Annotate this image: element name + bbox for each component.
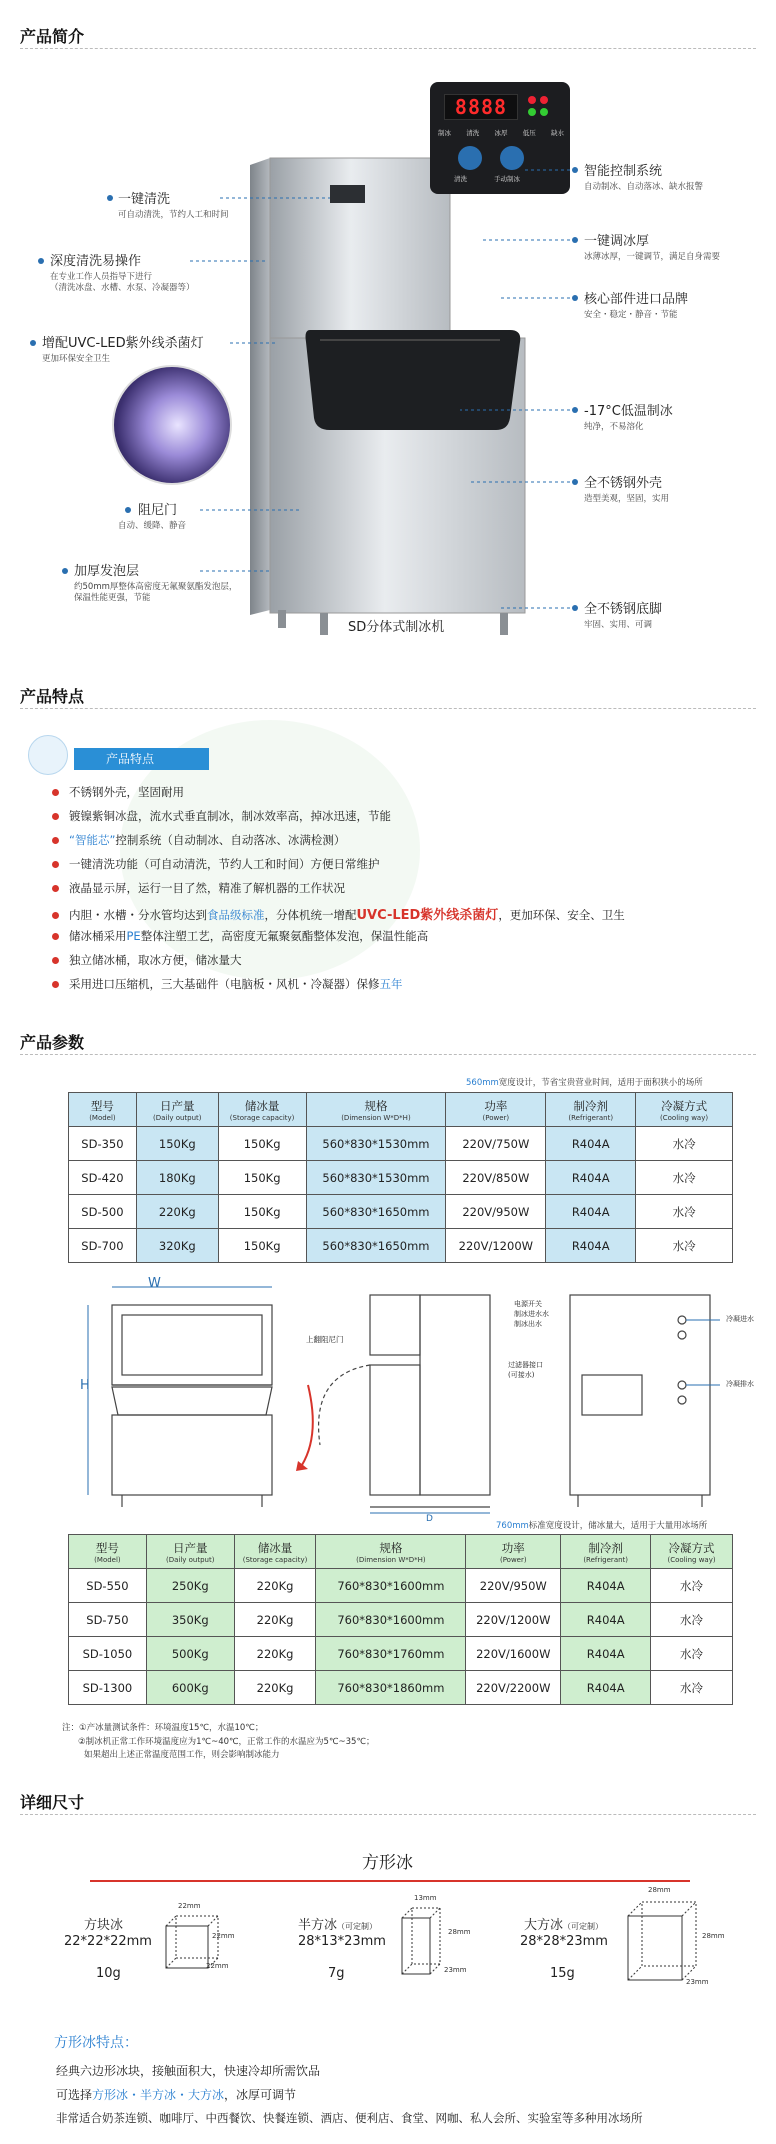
panel-label: 制冰 <box>438 129 451 137</box>
callout-smart-control: 智能控制系统 自动制冰、自动落冰、缺水报警 <box>584 164 704 192</box>
ice-name: 方块冰 <box>84 1918 124 1933</box>
section-divider <box>20 708 756 709</box>
ice-weight: 15g <box>550 1966 575 1981</box>
dim-d: D <box>426 1514 433 1524</box>
col-header: 冷凝方式 (Cooling way) <box>651 1535 733 1569</box>
large-cube-icon <box>622 1896 702 1988</box>
section-divider <box>20 1814 756 1815</box>
col-header: 制冷剂 (Refrigerant) <box>546 1093 636 1127</box>
panel-label: 缺水 <box>551 129 564 137</box>
section-title-intro: 产品简介 <box>20 27 85 46</box>
bullet-icon <box>52 837 59 844</box>
bullet-icon <box>52 957 59 964</box>
footnotes: 注：①产冰量测试条件：环境温度15℃，水温10℃； ②制冰机正常工作环境温度应为1℃~40℃，正常工作的水温应为5℃~35℃； 如果超出上述正常温度范围工作，则会影响制冰能力 <box>62 1723 375 1761</box>
features-badge: 产品特点 <box>74 748 209 770</box>
ice-title: 方形冰 <box>362 1853 413 1873</box>
col-header: 日产量 (Daily output) <box>136 1093 218 1127</box>
feature-item: 一键清洗功能（可自动清洗，节约人工和时间）方便日常维护 <box>52 856 380 872</box>
callout-core-parts: 核心部件进口品牌 安全・稳定・静音・节能 <box>584 292 689 320</box>
bullet-icon <box>52 981 59 988</box>
led-display: 8888 <box>444 94 518 120</box>
col-header: 规格 (Dimension W*D*H) <box>306 1093 446 1127</box>
table2-note: 760mm标准宽度设计，储冰量大，适用于大量用冰场所 <box>496 1521 708 1531</box>
callout-low-temp: -17°C低温制冰 纯净，不易溶化 <box>584 404 673 432</box>
cube-icon <box>160 1912 230 1982</box>
dim-w: W <box>148 1276 161 1291</box>
ice-size: 22*22*22mm <box>64 1934 152 1949</box>
callout-damper-door: 阻尼门 自动、缓降、静音 <box>118 503 187 531</box>
ice-name: 半方冰（可定制） <box>298 1918 378 1933</box>
ice-size: 28*13*23mm <box>298 1934 386 1949</box>
feature-item: “智能芯”控制系统（自动制冰、自动落冰、冰满检测） <box>52 832 345 848</box>
table-row: SD-1300 600Kg 220Kg 760*830*1860mm 220V/2200W R404A 水冷 <box>69 1671 733 1705</box>
mascot-icon <box>28 735 68 775</box>
bullet-icon <box>52 885 59 892</box>
callout-dot <box>572 237 578 243</box>
section-title-sizes: 详细尺寸 <box>20 1793 85 1812</box>
callout-foam-layer: 加厚发泡层 约50mm厚整体高密度无氟聚氨酯发泡层， 保温性能更强，节能 <box>74 564 238 604</box>
callout-dot <box>572 479 578 485</box>
bullet-icon <box>52 813 59 820</box>
section-divider <box>20 1054 756 1055</box>
table-row: SD-350 150Kg 150Kg 560*830*1530mm 220V/750W R404A 水冷 <box>69 1127 733 1161</box>
col-header: 功率 (Power) <box>466 1535 561 1569</box>
col-header: 型号 (Model) <box>69 1093 137 1127</box>
callout-stainless-feet: 全不锈钢底脚 牢固、实用、可调 <box>584 602 663 630</box>
panel-label: 冰厚 <box>494 129 508 137</box>
spec-table-760 <box>68 1534 733 1705</box>
col-header: 型号 (Model) <box>69 1535 147 1569</box>
ice-name: 大方冰（可定制） <box>524 1918 604 1933</box>
col-header: 功率 (Power) <box>446 1093 546 1127</box>
table-row: SD-550 250Kg 220Kg 760*830*1600mm 220V/950W R404A 水冷 <box>69 1569 733 1603</box>
callout-dot <box>572 605 578 611</box>
cold-in-label: 冷凝进水 <box>726 1315 754 1323</box>
table-row: SD-1050 500Kg 220Kg 760*830*1760mm 220V/1600W R404A 水冷 <box>69 1637 733 1671</box>
table1-note: 560mm宽度设计，节省宝贵营业时间，适用于面积狭小的场所 <box>466 1078 703 1088</box>
ice-size: 28*28*23mm <box>520 1934 608 1949</box>
panel-label: 低压 <box>522 129 536 137</box>
callout-deep-clean: 深度清洗易操作 在专业工作人员指导下进行 （清洗冰盘、水槽、水泵、冷凝器等） <box>50 254 195 294</box>
col-header: 冷凝方式 (Cooling way) <box>636 1093 733 1127</box>
technical-drawings <box>70 1275 750 1515</box>
ice-features-title: 方形冰特点： <box>54 2035 138 2051</box>
table-row: SD-420 180Kg 150Kg 560*830*1530mm 220V/850W R404A 水冷 <box>69 1161 733 1195</box>
callout-dot <box>572 295 578 301</box>
callout-dot <box>572 407 578 413</box>
ice-title-underline <box>90 1880 690 1882</box>
feature-item: 内胆・水槽・分水管均达到食品级标准，分体机统一增配UVC-LED紫外线杀菌灯，更加环保、安全、卫生 <box>52 904 625 923</box>
bullet-icon <box>52 933 59 940</box>
section-title-features: 产品特点 <box>20 687 85 706</box>
col-header: 日产量 (Daily output) <box>146 1535 234 1569</box>
feature-item: 不锈钢外壳，坚固耐用 <box>52 784 184 800</box>
callout-ice-thickness: 一键调冰厚 冰薄冰厚，一键调节，满足自身需要 <box>584 234 721 262</box>
feature-item: 液晶显示屏，运行一目了然，精准了解机器的工作状况 <box>52 880 345 896</box>
bullet-icon <box>52 861 59 868</box>
table-row: SD-750 350Kg 220Kg 760*830*1600mm 220V/1200W R404A 水冷 <box>69 1603 733 1637</box>
spec-table-560 <box>68 1092 733 1263</box>
feature-item: 储冰桶采用PE整体注塑工艺，高密度无氟聚氨酯整体发泡，保温性能高 <box>52 928 428 944</box>
ice-feature-line: 非常适合奶茶连锁、咖啡厅、中西餐饮、快餐连锁、酒店、便利店、食堂、网咖、私人会所、实验室等多种用冰场所 <box>56 2111 643 2125</box>
ice-feature-line: 经典六边形冰块，接触面积大，快速冷却所需饮品 <box>56 2064 321 2078</box>
col-header: 储冰量 (Storage capacity) <box>218 1093 306 1127</box>
section-title-params: 产品参数 <box>20 1033 85 1052</box>
feature-item: 采用进口压缩机，三大基础件（电脑板・风机・冷凝器）保修五年 <box>52 976 403 992</box>
ice-feature-line: 可选择方形冰・半方冰・大方冰，冰厚可调节 <box>56 2088 297 2102</box>
table-row: SD-700 320Kg 150Kg 560*830*1650mm 220V/1200W R404A 水冷 <box>69 1229 733 1263</box>
panel-label: 清洗 <box>466 129 480 137</box>
callout-dot <box>572 167 578 173</box>
callout-leader-lines <box>0 0 776 660</box>
col-header: 规格 (Dimension W*D*H) <box>316 1535 466 1569</box>
cold-out-label: 冷凝排水 <box>726 1380 754 1388</box>
door-label: 上翻阻尼门 <box>306 1335 344 1344</box>
rear-labels: 电源开关 制冰进水水 制冰出水 <box>514 1300 549 1328</box>
bullet-icon <box>52 789 59 796</box>
table-row: SD-500 220Kg 150Kg 560*830*1650mm 220V/950W R404A 水冷 <box>69 1195 733 1229</box>
feature-item: 镀镍紫铜冰盘，流水式垂直制冰，制冰效率高，掉冰迅速，节能 <box>52 808 391 824</box>
col-header: 储冰量 (Storage capacity) <box>234 1535 316 1569</box>
half-cube-icon <box>398 1904 448 1980</box>
ice-weight: 10g <box>96 1966 121 1981</box>
clean-button-label: 清洗 <box>454 175 467 183</box>
callout-uvc-led: 增配UVC-LED紫外线杀菌灯 更加环保安全卫生 <box>42 336 204 364</box>
ice-weight: 7g <box>328 1966 345 1981</box>
machine-caption: SD分体式制冰机 <box>348 620 445 635</box>
filter-label: 过滤器接口 (可接水) <box>508 1361 543 1379</box>
manual-ice-button-label: 手动制冰 <box>494 175 520 183</box>
feature-item: 独立储冰桶，取冰方便，储冰量大 <box>52 952 242 968</box>
bullet-icon <box>52 912 59 919</box>
callout-one-key-clean: 一键清洗 可自动清洗，节约人工和时间 <box>118 192 229 220</box>
dim-h: H <box>80 1378 90 1393</box>
col-header: 制冷剂 (Refrigerant) <box>561 1535 651 1569</box>
callout-stainless-shell: 全不锈钢外壳 造型美观，坚固，实用 <box>584 476 670 504</box>
